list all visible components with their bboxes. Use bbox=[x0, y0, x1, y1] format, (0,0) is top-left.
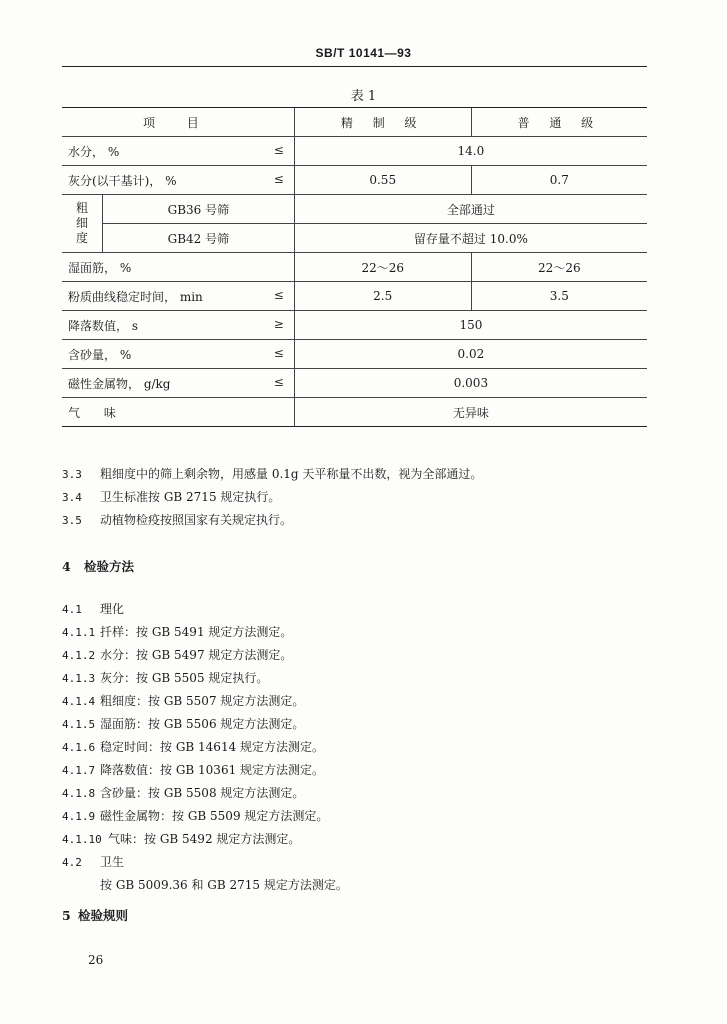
col-header-normal: 普 通 级 bbox=[471, 108, 647, 137]
note-item: 3.5 动植物检疫按照国家有关规定执行。 bbox=[62, 513, 293, 527]
row-fineness-gb36 bbox=[62, 195, 647, 224]
row-label: 磁性金属物， g/kg ≤ bbox=[62, 369, 294, 398]
method-item: 4.1.4 粗细度：按 GB 5507 规定方法测定。 bbox=[62, 694, 305, 708]
col-header-fine: 精 制 级 bbox=[294, 108, 471, 137]
method-item: 4.1.6 稳定时间：按 GB 14614 规定方法测定。 bbox=[62, 740, 325, 754]
method-item: 4.1.2 水分：按 GB 5497 规定方法测定。 bbox=[62, 648, 293, 662]
method-item: 4.1.3 灰分：按 GB 5505 规定执行。 bbox=[62, 671, 269, 685]
row-label: 水分， % ≤ bbox=[62, 137, 294, 166]
section-heading-4: 4 检验方法 bbox=[62, 559, 135, 574]
row-sand bbox=[62, 340, 647, 369]
row-value: 留存量不超过 10.0% bbox=[294, 224, 647, 253]
row-value-normal: 3.5 bbox=[471, 282, 647, 311]
method-item: 4.1 理化 bbox=[62, 602, 125, 616]
row-value: 0.003 bbox=[294, 369, 647, 398]
row-value-fine: 2.5 bbox=[294, 282, 471, 311]
fineness-group-label: 粗 细 度 bbox=[62, 195, 102, 253]
method-item: 4.1.8 含砂量：按 GB 5508 规定方法测定。 bbox=[62, 786, 305, 800]
row-stability bbox=[62, 282, 647, 311]
notes-list bbox=[62, 463, 482, 532]
row-value-fine: 0.55 bbox=[294, 166, 471, 195]
row-value: 全部通过 bbox=[294, 195, 647, 224]
table-caption: 表 1 bbox=[350, 89, 377, 104]
row-label: 气 味 bbox=[62, 398, 294, 427]
col-header-item: 项 目 bbox=[62, 108, 294, 137]
method-item: 按 GB 5009.36 和 GB 2715 规定方法测定。 bbox=[100, 878, 348, 892]
row-value-normal: 0.7 bbox=[471, 166, 647, 195]
row-value: 无异味 bbox=[294, 398, 647, 427]
method-item: 4.2 卫生 bbox=[62, 855, 125, 869]
note-item: 3.3 粗细度中的筛上剩余物，用感量 0.1g 天平称量不出数，视为全部通过。 bbox=[62, 467, 483, 481]
row-value: 0.02 bbox=[294, 340, 647, 369]
row-value-fine: 22～26 bbox=[294, 253, 471, 282]
row-label: 含砂量， % ≤ bbox=[62, 340, 294, 369]
sieve-gb42: GB42 号筛 bbox=[102, 224, 294, 253]
method-item: 4.1.7 降落数值：按 GB 10361 规定方法测定。 bbox=[62, 763, 325, 777]
section-heading-5: 5 检验规则 bbox=[62, 908, 129, 923]
row-falling-number bbox=[62, 311, 647, 340]
row-label: 灰分(以干基计)， % ≤ bbox=[62, 166, 294, 195]
row-label: 降落数值， s ≥ bbox=[62, 311, 294, 340]
row-ash bbox=[62, 166, 647, 195]
row-value: 14.0 bbox=[294, 137, 647, 166]
method-item: 4.1.5 湿面筋：按 GB 5506 规定方法测定。 bbox=[62, 717, 305, 731]
row-label: 粉质曲线稳定时间， min ≤ bbox=[62, 282, 294, 311]
method-item: 4.1.1 扦样：按 GB 5491 规定方法测定。 bbox=[62, 625, 293, 639]
method-item: 4.1.9 磁性金属物：按 GB 5509 规定方法测定。 bbox=[62, 809, 329, 823]
row-odor bbox=[62, 398, 647, 427]
spec-table bbox=[62, 107, 647, 427]
methods-list bbox=[62, 598, 348, 896]
row-fineness-gb42 bbox=[62, 224, 647, 253]
table-header-row bbox=[62, 108, 647, 137]
header-rule bbox=[62, 66, 647, 67]
row-value-normal: 22～26 bbox=[471, 253, 647, 282]
document-code: SB/T 10141—93 bbox=[315, 46, 412, 60]
method-item: 4.1.10 气味：按 GB 5492 规定方法测定。 bbox=[62, 832, 301, 846]
row-label: 湿面筋， % bbox=[62, 253, 294, 282]
page-number: 26 bbox=[88, 953, 104, 967]
row-moisture bbox=[62, 137, 647, 166]
row-value: 150 bbox=[294, 311, 647, 340]
sieve-gb36: GB36 号筛 bbox=[102, 195, 294, 224]
row-metal bbox=[62, 369, 647, 398]
row-gluten bbox=[62, 253, 647, 282]
note-item: 3.4 卫生标准按 GB 2715 规定执行。 bbox=[62, 490, 281, 504]
